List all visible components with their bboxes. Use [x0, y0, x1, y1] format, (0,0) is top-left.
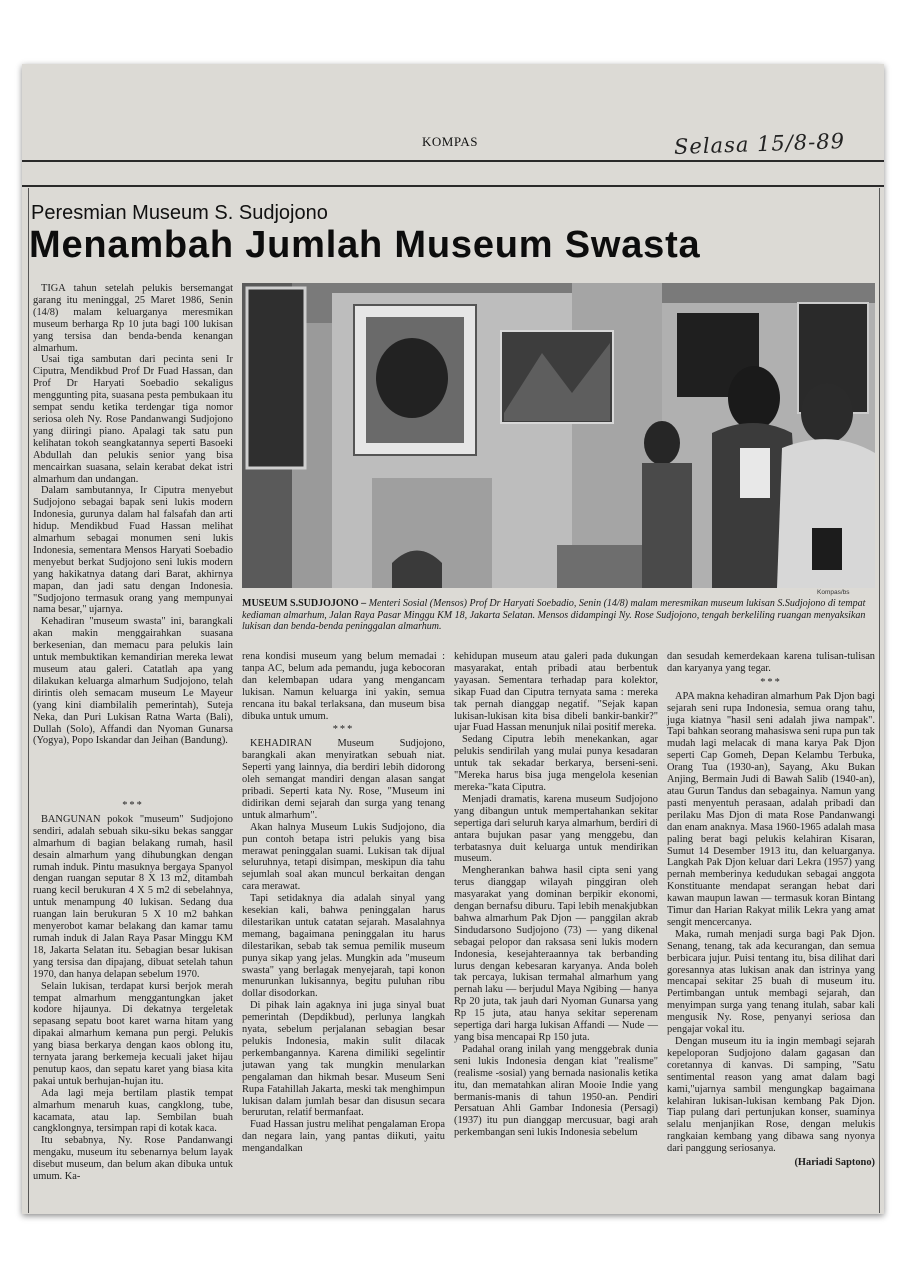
paragraph: dan sesudah kemerdekaan karena tulisan-tulisan dan karyanya yang tegar. — [667, 651, 875, 674]
column-4 — [667, 651, 875, 1169]
paragraph: Di pihak lain agaknya ini juga sinyal buat pemerintah (Depdikbud), perlunya langkah nyata, sebelum perjalanan sebagian besar pelukis Indonesia, makin sulit dilacak perkembangannya. Karena dimiliki segelintir jutawan yang tak mungkin menularkan pengalaman dan hikmah besar. Museum Seni Rupa Fatahillah Jakarta, meski tak menghimpun lukisan dalam jumlah besar dan disusun secara berurutan, relatif bermanfaat. — [242, 1000, 445, 1119]
byline: (Hariadi Saptono) — [794, 1157, 875, 1169]
paragraph: KEHADIRAN Museum Sudjojono, barangkali akan menyiratkan sebuah niat. Seperti yang lainnya, dia berdiri lebih didorong oleh semangat mandiri dengan alasan sangat pribadi. Seperti kata Ny. Rose, "Museum ini didirikan demi sejarah dan surga yang tenang untuk almarhum". — [242, 738, 445, 821]
paragraph: Tapi setidaknya dia adalah sinyal yang kesekian kali, bahwa peninggalan harus dilestarikan untuk catatan sejarah. Masalahnya memang, bagaimana peninggalan itu harus dilestarikan, sebab tak semua pemilik museum punya sikap yang jelas. Mungkin ada "museum swasta" yang berlagak menyejarah, tapi konon menurunkan lukisannya, begitu puluhan ribu dollar disodorkan. — [242, 893, 445, 1000]
paragraph: Kehadiran "museum swasta" ini, barangkali akan makin menggairahkan suasana berkesenian, dan memacu para pelukis lain untuk membuktikan kemandirian mereka lewat museum atau galeri. Catatlah apa yang dilakukan keluarga almarhum Sudjojono, telah dirintis oleh semacam museum Le Mayeur (yang kini diambilalih pemerintah), Suteja Neka, dan Puri Lukisan Ratna Warta (Bali), Dullah (Solo), Affandi dan Nyoman Gunarsa (Yogya), Popo Iskandar dan Jeihan (Bandung). — [33, 616, 233, 747]
paragraph: Maka, rumah menjadi surga bagi Pak Djon. Senang, tenang, tak ada kecurangan, dan semua berbicara jujur. Puisi tentang itu, bisa dilihat dari goresannya atas lukisan anak dan istrinya yang mencapai sekitar 25 buah di museum itu. Pertimbangan untuk membagi sejarah, dan menyimpan surga yang tenang itulah, sabar kali mengusik Ny. Rose, penyanyi seriosa dan pengajar vokal itu. — [667, 928, 875, 1036]
masthead-rule-top — [22, 160, 884, 162]
column-3 — [454, 651, 658, 1139]
column-2 — [242, 651, 445, 1155]
article-headline: Menambah Jumlah Museum Swasta — [29, 224, 701, 266]
paragraph: Selain lukisan, terdapat kursi berjok merah tempat almarhum menggantungkan jaket kodore hijaunya. Di dekatnya tergeletak sepasang sepatu boot karet warna hitam yang dipakai almarhum kemana pun pergi. Pelukis yang biasa berkarya dengan kaos oblong itu, ternyata jarang berkemeja kecuali jaket hijau penutup kaos, dan sepatu karet yang biasa kita pakai untuk berhujan-hujan itu. — [33, 980, 233, 1087]
column-1-top — [33, 283, 233, 747]
masthead-rule-bottom — [22, 185, 884, 187]
newspaper-name: KOMPAS — [422, 134, 478, 149]
newspaper-clipping — [22, 64, 884, 1214]
paragraph: BANGUNAN pokok "museum" Sudjojono sendiri, adalah sebuah siku-siku bekas sanggar almarhum di bagian belakang rumah, hasil desain almarhum yang dihubungkan dengan rumah induk. Pintu masuknya bergaya Spanyol dengan ruangan seputar 8 X 13 m2, ditambah ruang kecil berukuran 4 X 5 m2 di sebelahnya, untuk menampung 40 lukisan. Sedang dua ruangan lain berukuran 5 X 10 m2 bahkan menyerobot kamar belakang dan kamar tamu rumah induk di Jalan Raya Pasar Minggu KM 18, Jakarta Selatan itu. Sebagian besar lukisan yang tersisa dan dipajang, dibuat setelah tahun 1970, dan hanya delapan sebelum 1970. — [33, 813, 233, 980]
caption-text: Menteri Sosial (Mensos) Prof Dr Haryati Soebadio, Senin (14/8) malam meresmikan museum lukisan S.Sudjojono di tempat kediaman almarhum, Jalan Raya Pasar Minggu KM 18, Jakarta Selatan. Mensos didampingi Ny. Rose Sudjojono, tengah berkeliling ruangan menyaksikan lukisan dan benda-benda peninggalan almarhum. — [242, 598, 866, 632]
paragraph: Mengherankan bahwa hasil cipta seni yang terus dianggap wilayah pinggiran oleh masyarakat yang dominan berpikir ekonomi, dengan bernafsu diburu. Tapi lebih menakjubkan bahwa almarhum Pak Djon — panggilan akrab Sindudarsono Sudjojono (73) — yang dikenal sebagai pelopor dan raksasa seni lukis modern Indonesia, kesejahteraannya tak berbanding lurus dengan kebesaran karyanya. Anda boleh tak percaya, lukisan termahal almarhum yang pernah laku — berjudul Maya Ngibing — hanya Rp 20 juta, tak jauh dari Nyoman Gunarsa yang Rp 15 juta, atau hanya sekitar seperenam sepertiga dari harga lukisan Affandi — Nude — yang bisa mencapai Rp 150 juta. — [454, 865, 658, 1043]
paragraph: kehidupan museum atau galeri pada dukungan masyarakat, entah pribadi atau berbentuk yayasan. Sementara terhadap para kolektor, sikap Fuad dan Ciputra ternyata sama : mereka tak pernah dianggap negatif. "Sejak kapan lukisan-lukisan kita bisa dibeli bankir-bankir?" ujar Fuad Hassan menunjuk nilai positif mereka. — [454, 651, 658, 734]
paragraph: rena kondisi museum yang belum memadai : tanpa AC, belum ada pemandu, juga kebocoran dan kelembapan udara yang mengancam lukisan. Namun keluarga ini yakin, semua rencana itu bakal terlaksana, dan museum bisa dibuka untuk umum. — [242, 651, 445, 722]
paragraph: Fuad Hassan justru melihat pengalaman Eropa dan negara lain, yang pantas diikuti, yaitu mengandalkan — [242, 1119, 445, 1155]
paragraph: Sedang Ciputra lebih menekankan, agar pelukis sendirilah yang mulai punya kesadaran untuk tak sekadar berkarya, berseni-seni. "Mereka harus bisa juga mengelola kesenian mereka-"kata Ciputra. — [454, 734, 658, 793]
section-separator: *** — [122, 800, 144, 811]
paragraph: Dalam sambutannya, Ir Ciputra menyebut Sudjojono sebagai bapak seni lukis modern Indonesia, gurunya dalam hal falsafah dan arti hidup. Mendikbud Fuad Hassan melihat almarhum sebagai monumen seni lukis Indonesia, sementara Mensos Haryati Soebadio menyebut berkat Sudjojono seni lukis modern yang hakikatnya datang dari Barat, akhirnya mapan, dan jadi satu dengan Indonesia. "Sudjojono termasuk orang yang mempunyai nama besar," ujarnya. — [33, 485, 233, 616]
column-1-bottom — [33, 798, 233, 1183]
article-kicker: Peresmian Museum S. Sudjojono — [31, 202, 328, 224]
paragraph: Ada lagi meja bertilam plastik tempat almarhum menaruh kuas, cangklong, tube, kacamata, atau lap. Sembilan buah cangklongnya, tersimpan rapi di kotak kaca. — [33, 1087, 233, 1135]
photo-caption — [242, 598, 875, 633]
article — [28, 188, 880, 1213]
paragraph: Dengan museum itu ia ingin membagi sejarah kepeloporan Sudjojono dalam gagasan dan coretannya di kanvas. Di samping, "Satu sentimental reason yang amat dalam bagi kami,"ujarnya sambil mengungkap bagaimana kelahiran lukisan-lukisan kembang Pak Djon. Tiap pulang dari pertunjukan konser, suaminya selalu menjanjikan Rose, dengan melukis rangkaian kembang yang dibawa sang nyonya dari panggung seriosanya. — [667, 1036, 875, 1155]
section-separator: *** — [332, 724, 355, 736]
paragraph: Usai tiga sambutan dari pecinta seni Ir Ciputra, Mendikbud Prof Dr Fuad Hassan, dan Prof Dr Haryati Soebadio sekaligus menggunting pita, suasana pesta pembukaan itu sempat sendu ketika terdengar tiga nomor seriosa oleh Ny. Rose Pandanwangi Sudjojono yang diiringi piano. Apalagi tak satu pun kelihatan tokoh seangkatannya seperti Basoeki Abdullah dan pelukis senior yang bisa mencairkan suasana, selain kerabat dekat istri almarhum dan undangan. — [33, 354, 233, 485]
paragraph: APA makna kehadiran almarhum Pak Djon bagi sejarah seni rupa Indonesia, semua orang tahu, juga kiatnya "hasil seni adalah jiwa nampak". Tapi bahkan seorang mahasiswa seni rupa pun tak mudah lagi melacak di mana karya Pak Djon seperti Cap Gomeh, Depan Kelambu Terbuka, Orang Tua (1930-an), Sayang, Aku Bukan Anjing, Bermain Judi di Bawah Salib (1940-an), atau Gurun Tandus dan sebagainya. Namun yang pasti menyentuh perasaan, adalah pribadi dan perilaku Mas Djon di mata Rose Pandanwangi dan enam anaknya. Masa 1960-1965 adalah masa paling berat bagi pelukis kelahiran Kisaran, Sumut 14 Desember 1913 itu, dan keluarganya. Langkah Pak Djon keluar dari Lekra (1957) yang pernah memberinya kedudukan sebagai anggota Konstituante mendapat serangan hebat dari kawan maupun lawan — termasuk koran Bintang Timur dan Harian Rakyat milik Lekra yang amat sengit mencercanya. — [667, 690, 875, 928]
section-separator: *** — [760, 676, 782, 688]
museum-photo — [242, 283, 875, 588]
paragraph: Menjadi dramatis, karena museum Sudjojono yang dibangun untuk mempertahankan sekitar sepertiga dari seluruh karya almarhum, berdiri di antara bujukan pasar yang menggebu, dan terbatasnya duit keluarga untuk mendirikan museum. — [454, 793, 658, 865]
paragraph: TIGA tahun setelah pelukis bersemangat garang itu meninggal, 25 Maret 1986, Senin (14/8) malam keluarganya meresmikan museum berharga Rp 10 juta bagi 100 lukisan yang tersisa dan benda-benda kenangan almarhum. — [33, 283, 233, 354]
handwritten-date: Selasa 15/8-89 — [673, 129, 846, 159]
gallery-photo-illustration — [242, 283, 875, 588]
paragraph: Akan halnya Museum Lukis Sudjojono, dia pun contoh betapa istri pelukis yang bisa merawat peninggalan suami. Lukisan tak dijual seluruhnya, tetapi disimpan, meskipun dia tahu sejumlah soal akan muncul berkaitan dengan cara merawat. — [242, 821, 445, 893]
masthead — [22, 64, 884, 164]
photo-credit: Kompas/bs — [817, 589, 850, 596]
caption-lead: MUSEUM S.SUDJOJONO – — [242, 598, 367, 609]
paragraph: Itu sebabnya, Ny. Rose Pandanwangi mengaku, museum itu sebenarnya belum layak disebut museum, dan belum akan dibuka untuk umum. Ka- — [33, 1135, 233, 1183]
paragraph: Padahal orang inilah yang menggebrak dunia seni lukis Indonesia dengan kiat "realisme" (realisme -sosial) yang bernada nasionalis ketika itu, dan mematahkan aliran Mooie Indie yang bermanis-manis di tahun 1950-an. Pendiri Persatuan Ahli Gambar Indonesia (Persagi) (1937) itu pun dianggap mercusuar, bagi arah perkembangan seni lukis Indonesia sebelum — [454, 1043, 658, 1139]
